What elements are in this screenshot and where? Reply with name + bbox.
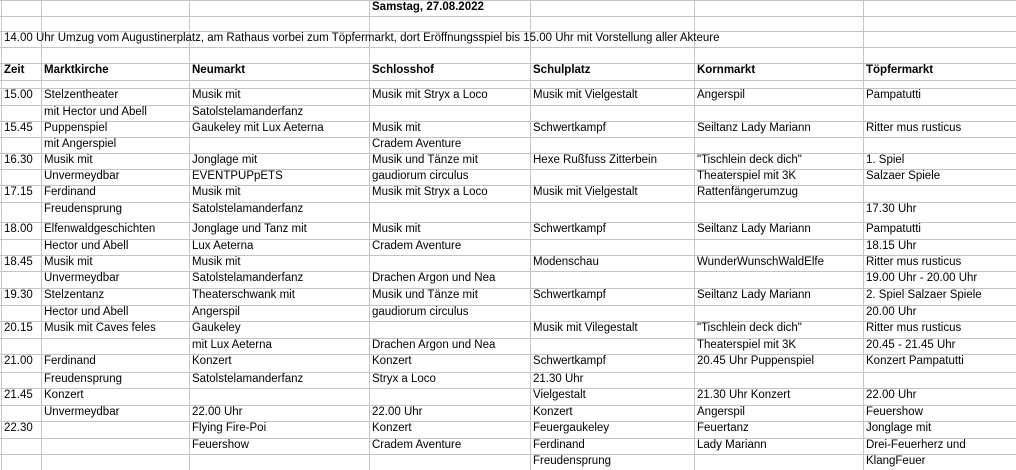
table-cell: Musik mit: [44, 154, 93, 166]
table-cell: Musik mit Caves feles: [44, 322, 156, 334]
table-cell: Modenschau: [533, 256, 599, 268]
table-cell: Ferdinand: [44, 186, 96, 198]
table-cell: Drachen Argon und Nea: [372, 272, 496, 284]
table-cell: 16.30: [4, 154, 33, 166]
grid-row-line: [0, 80, 1016, 81]
table-cell: Pampatutti: [866, 223, 921, 235]
grid-row-line: [0, 288, 1016, 289]
table-cell: Hexe Rußfuss Zitterbein: [533, 154, 657, 166]
table-cell: 17.30 Uhr: [866, 203, 917, 215]
table-cell: Freudensprung: [44, 373, 122, 385]
table-cell: mit Angerspiel: [44, 138, 117, 150]
table-cell: "Tischlein deck dich": [697, 154, 802, 166]
table-cell: 20.00 Uhr: [866, 306, 917, 318]
table-cell: Seiltanz Lady Mariann: [697, 122, 811, 134]
table-cell: 21.30 Uhr Konzert: [697, 389, 791, 401]
table-cell: mit Lux Aeterna: [192, 339, 272, 351]
table-cell: Unvermeydbar: [44, 272, 120, 284]
grid-row-line: [0, 354, 1016, 355]
grid-row-line: [0, 63, 1016, 64]
table-cell: Hector und Abell: [44, 306, 129, 318]
table-cell: 19.00 Uhr - 20.00 Uhr: [866, 272, 978, 284]
column-header-töpfermarkt: Töpfermarkt: [866, 64, 934, 76]
column-header-marktkirche: Marktkirche: [44, 64, 109, 76]
table-cell: Cradem Aventure: [372, 439, 462, 451]
table-cell: 22.00 Uhr: [866, 389, 917, 401]
grid-row-line: [0, 169, 1016, 170]
table-cell: Satolstelamanderfanz: [192, 373, 304, 385]
table-cell: Angerspil: [697, 406, 745, 418]
table-cell: gaudiorum circulus: [372, 170, 469, 182]
column-header-neumarkt: Neumarkt: [192, 64, 246, 76]
table-cell: Ritter mus rusticus: [866, 322, 962, 334]
table-cell: Gaukeley mit Lux Aeterna: [192, 122, 324, 134]
table-cell: Stryx a Loco: [372, 373, 436, 385]
table-cell: KlangFeuer: [866, 455, 926, 467]
table-cell: Salzaer Spiele: [866, 170, 941, 182]
grid-row-line: [0, 338, 1016, 339]
table-cell: Seiltanz Lady Mariann: [697, 223, 811, 235]
table-cell: Ferdinand: [533, 439, 585, 451]
grid-row-line: [0, 438, 1016, 439]
table-cell: Drachen Argon und Nea: [372, 339, 496, 351]
table-cell: Pampatutti: [866, 89, 921, 101]
grid-column-line: [189, 0, 190, 470]
table-cell: Satolstelamanderfanz: [192, 106, 304, 118]
grid-row-line: [0, 405, 1016, 406]
table-cell: 22.00 Uhr: [372, 406, 423, 418]
table-cell: Ritter mus rusticus: [866, 256, 962, 268]
table-cell: Musik und Tänze mit: [372, 154, 478, 166]
table-cell: Freudensprung: [533, 455, 611, 467]
table-cell: Konzert: [192, 355, 232, 367]
table-cell: Unvermeydbar: [44, 406, 120, 418]
grid-column-line: [369, 0, 370, 470]
grid-column-line: [41, 0, 42, 470]
table-cell: EVENTPUPpETS: [192, 170, 283, 182]
table-cell: 22.30: [4, 422, 33, 434]
table-cell: Musik und Tänze mit: [372, 289, 478, 301]
table-cell: Seiltanz Lady Mariann: [697, 289, 811, 301]
column-header-zeit: Zeit: [4, 64, 25, 76]
table-cell: Jonglage und Tanz mit: [192, 223, 307, 235]
table-cell: Jonglage mit: [192, 154, 258, 166]
table-cell: 18.00: [4, 223, 33, 235]
table-cell: Theaterspiel mit 3K: [697, 339, 797, 351]
table-cell: Theaterschwank mit: [192, 289, 295, 301]
table-cell: Jonglage mit: [866, 422, 932, 434]
table-cell: 20.45 Uhr Puppenspiel: [697, 355, 814, 367]
table-cell: Konzert Pampatutti: [866, 355, 964, 367]
table-cell: 17.15: [4, 186, 33, 198]
grid-row-line: [0, 255, 1016, 256]
table-cell: Unvermeydbar: [44, 170, 120, 182]
table-cell: Satolstelamanderfanz: [192, 272, 304, 284]
table-cell: Vielgestalt: [533, 389, 586, 401]
grid-row-line: [0, 372, 1016, 373]
grid-row-line: [0, 421, 1016, 422]
table-cell: Konzert: [372, 422, 412, 434]
table-cell: gaudiorum circulus: [372, 306, 469, 318]
grid-row-line: [0, 305, 1016, 306]
table-cell: Ritter mus rusticus: [866, 122, 962, 134]
grid-row-line: [0, 388, 1016, 389]
column-header-schulplatz: Schulplatz: [533, 64, 591, 76]
table-cell: Musik mit: [192, 89, 241, 101]
grid-row-line: [0, 121, 1016, 122]
grid-column-line: [863, 0, 864, 470]
grid-row-line: [0, 454, 1016, 455]
table-cell: Satolstelamanderfanz: [192, 203, 304, 215]
grid-row-line: [0, 16, 1016, 17]
table-cell: Cradem Aventure: [372, 240, 462, 252]
grid-column-line: [1, 0, 2, 470]
table-cell: Musik mit: [372, 223, 421, 235]
table-cell: Drei-Feuerherz und: [866, 439, 966, 451]
table-cell: Schwertkampf: [533, 223, 606, 235]
table-cell: Musik mit: [44, 256, 93, 268]
column-header-kornmarkt: Kornmarkt: [697, 64, 756, 76]
table-cell: 15.00: [4, 89, 33, 101]
grid-row-line: [0, 153, 1016, 154]
table-cell: 2. Spiel Salzaer Spiele: [866, 289, 982, 301]
table-cell: 21.45: [4, 389, 33, 401]
table-cell: Feuershow: [192, 439, 249, 451]
table-cell: Musik mit: [372, 122, 421, 134]
table-cell: Cradem Aventure: [372, 138, 462, 150]
table-cell: Stelzentheater: [44, 89, 119, 101]
table-cell: Feuershow: [866, 406, 923, 418]
table-cell: Stelzentanz: [44, 289, 105, 301]
table-cell: mit Hector und Abell: [44, 106, 147, 118]
table-cell: Theaterspiel mit 3K: [697, 170, 797, 182]
table-cell: Schwertkampf: [533, 122, 606, 134]
table-cell: Musik mit Vilegestalt: [533, 322, 638, 334]
table-cell: Elfenwaldgeschichten: [44, 223, 156, 235]
grid-row-line: [0, 47, 1016, 48]
table-cell: Lady Mariann: [697, 439, 767, 451]
table-cell: Hector und Abell: [44, 240, 129, 252]
grid-column-line: [530, 0, 531, 470]
table-cell: Konzert: [533, 406, 573, 418]
grid-row-line: [0, 137, 1016, 138]
table-cell: Konzert: [372, 355, 412, 367]
table-cell: Freudensprung: [44, 203, 122, 215]
table-cell: 21.30 Uhr: [533, 373, 584, 385]
table-cell: Gaukeley: [192, 322, 241, 334]
table-cell: Schwertkampf: [533, 355, 606, 367]
grid-row-line: [0, 0, 1016, 1]
grid-row-line: [0, 239, 1016, 240]
sheet-title: Samstag, 27.08.2022: [372, 1, 484, 13]
table-cell: 19.30: [4, 289, 33, 301]
table-cell: Angerspil: [192, 306, 240, 318]
table-cell: Ferdinand: [44, 355, 96, 367]
grid-row-line: [0, 202, 1016, 203]
table-cell: 20.15: [4, 322, 33, 334]
table-cell: 15.45: [4, 122, 33, 134]
table-cell: Musik mit Stryx a Loco: [372, 89, 488, 101]
table-cell: Angerspil: [697, 89, 745, 101]
grid-row-line: [0, 88, 1016, 89]
table-cell: Lux Aeterna: [192, 240, 254, 252]
table-cell: Feuergaukeley: [533, 422, 610, 434]
table-cell: 21.00: [4, 355, 33, 367]
table-cell: WunderWunschWaldElfe: [697, 256, 824, 268]
table-cell: Musik mit Stryx a Loco: [372, 186, 488, 198]
table-cell: 22.00 Uhr: [192, 406, 243, 418]
table-cell: Feuertanz: [697, 422, 749, 434]
table-cell: 1. Spiel: [866, 154, 905, 166]
table-cell: 18.45: [4, 256, 33, 268]
table-cell: Puppenspiel: [44, 122, 108, 134]
table-cell: Flying Fire-Poi: [192, 422, 267, 434]
table-cell: Musik mit Vielgestalt: [533, 89, 638, 101]
grid-column-line: [694, 0, 695, 470]
table-cell: Musik mit: [192, 256, 241, 268]
grid-row-line: [0, 271, 1016, 272]
intro-text: 14.00 Uhr Umzug vom Augustinerplatz, am Rathaus vorbei zum Töpfermarkt, dort Eröffnungsspiel bis 15.00 Uhr mit Vorstellung aller Akteure: [4, 32, 720, 44]
table-cell: "Tischlein deck dich": [697, 322, 802, 334]
table-cell: Konzert: [44, 389, 84, 401]
grid-row-line: [0, 185, 1016, 186]
table-cell: Schwertkampf: [533, 289, 606, 301]
table-cell: 20.45 - 21.45 Uhr: [866, 339, 956, 351]
column-header-schlosshof: Schlosshof: [372, 64, 434, 76]
grid-row-line: [0, 105, 1016, 106]
table-cell: Musik mit: [192, 186, 241, 198]
table-cell: Rattenfängerumzug: [697, 186, 799, 198]
table-cell: 18.15 Uhr: [866, 240, 917, 252]
table-cell: Musik mit Vielgestalt: [533, 186, 638, 198]
